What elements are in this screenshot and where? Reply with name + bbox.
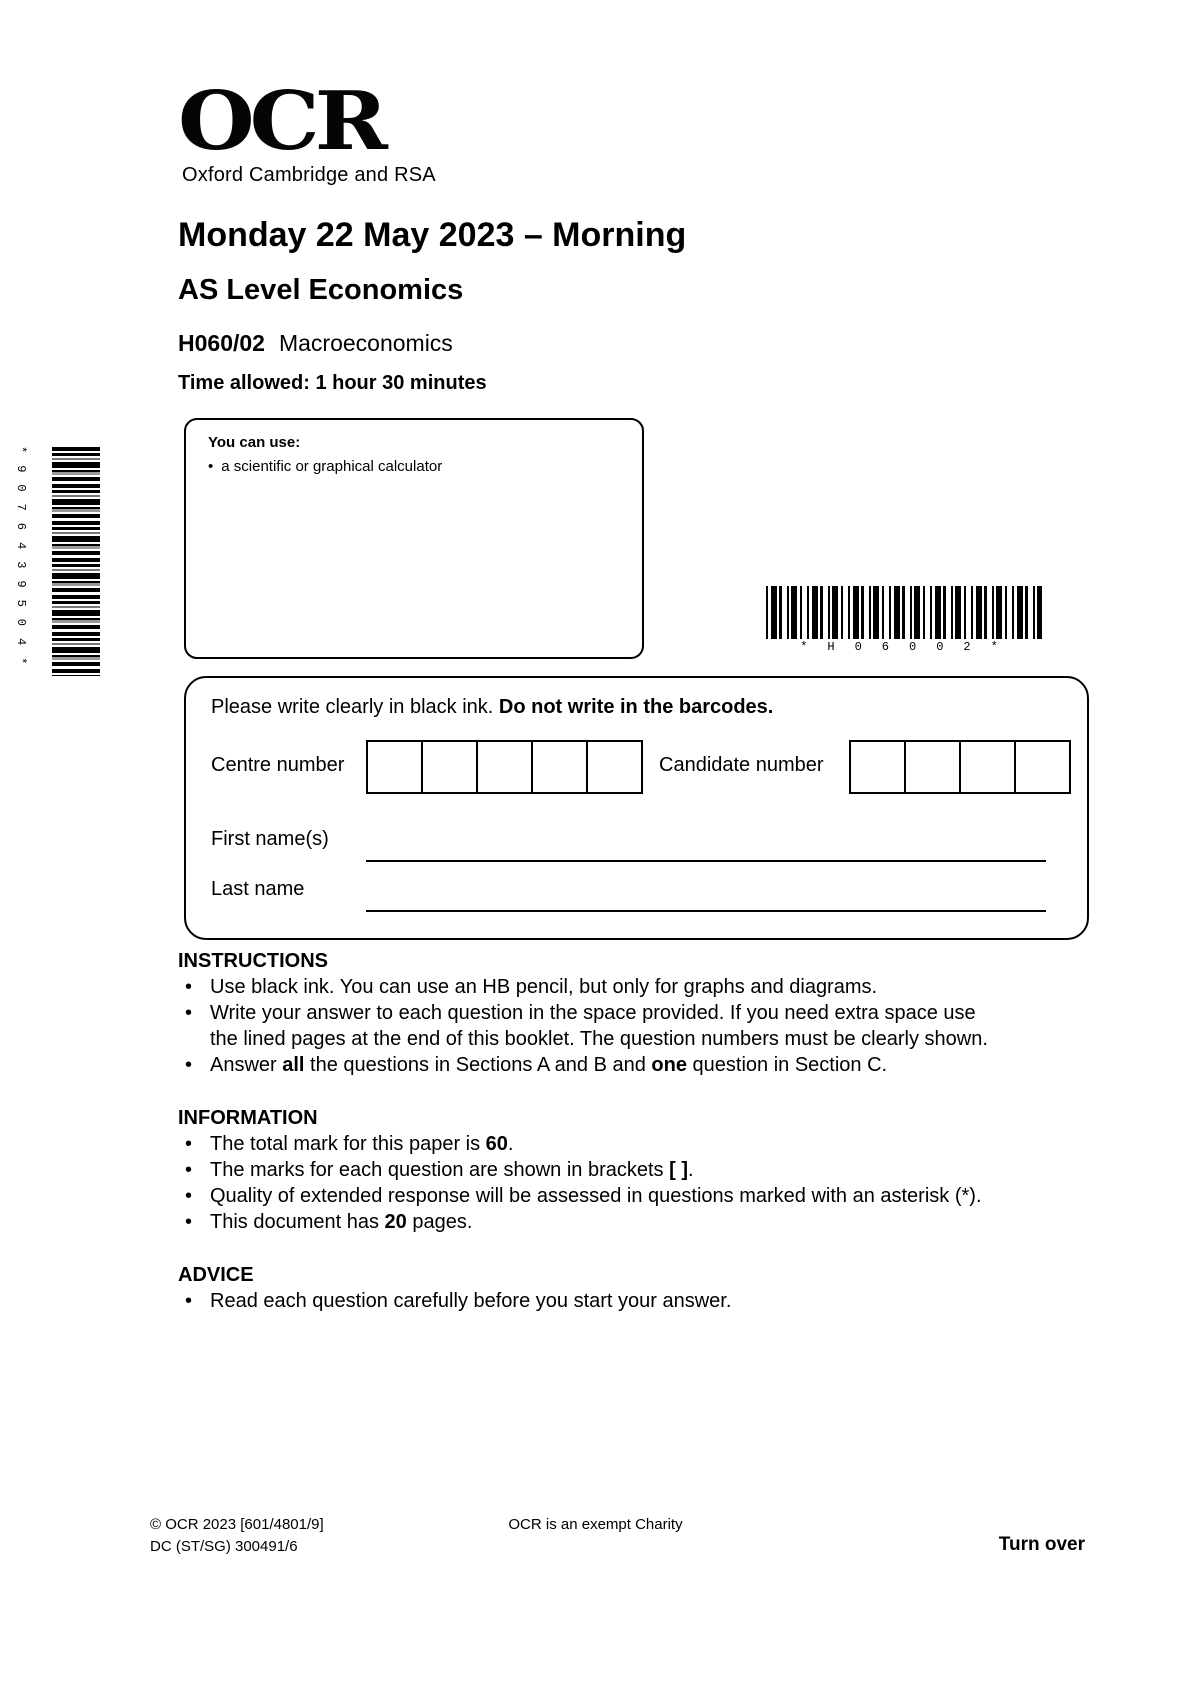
bullet-icon: • bbox=[185, 1054, 193, 1076]
you-can-use-box bbox=[184, 418, 644, 659]
first-name-label: First name(s) bbox=[211, 828, 329, 850]
notice-normal: Please write clearly in black ink. bbox=[211, 696, 499, 718]
centre-number-cell[interactable] bbox=[366, 740, 423, 794]
paper-code: H060/02 bbox=[178, 330, 265, 356]
information-item bbox=[178, 1131, 1013, 1157]
candidate-barcode-code: *9076439504* bbox=[14, 446, 28, 677]
instruction-item bbox=[178, 1000, 1013, 1052]
information-item bbox=[178, 1209, 1013, 1235]
information-text bbox=[210, 1157, 1013, 1183]
candidate-number-cell[interactable] bbox=[904, 740, 961, 794]
bullet-icon: • bbox=[185, 1211, 193, 1233]
bullet-icon: • bbox=[185, 976, 193, 998]
text-segment: Answer bbox=[210, 1054, 283, 1076]
front-page-sections bbox=[178, 948, 1013, 1314]
text-segment-bold: all bbox=[282, 1054, 305, 1076]
instruction-text-line: the lined pages at the end of this booklet. The question numbers must be clearly shown. bbox=[210, 1028, 988, 1050]
information-item bbox=[178, 1183, 1013, 1209]
centre-number-cell[interactable] bbox=[531, 740, 588, 794]
candidate-number-cell[interactable] bbox=[1014, 740, 1071, 794]
copyright-line: © OCR 2023 [601/4801/9] bbox=[150, 1516, 324, 1533]
text-segment: question in Section C. bbox=[686, 1054, 888, 1076]
first-name-field[interactable] bbox=[366, 808, 1046, 862]
bullet-icon: • bbox=[185, 1133, 193, 1155]
text-segment: pages. bbox=[406, 1211, 473, 1233]
time-allowed: Time allowed: 1 hour 30 minutes bbox=[178, 372, 487, 394]
bullet-icon: • bbox=[208, 458, 214, 475]
charity-line: OCR is an exempt Charity bbox=[508, 1516, 683, 1533]
candidate-number-cells bbox=[849, 740, 1071, 794]
advice-item bbox=[178, 1288, 1013, 1314]
instruction-text: Use black ink. You can use an HB pencil, but only for graphs and diagrams. bbox=[210, 976, 878, 998]
text-segment: . bbox=[688, 1159, 694, 1181]
candidate-number-cell[interactable] bbox=[959, 740, 1016, 794]
you-can-use-item-text: a scientific or graphical calculator bbox=[221, 458, 443, 475]
advice-heading: ADVICE bbox=[178, 1264, 254, 1286]
instruction-item bbox=[178, 1052, 1013, 1078]
last-name-field[interactable] bbox=[366, 858, 1046, 912]
information-text bbox=[210, 1131, 1013, 1157]
notice-bold: Do not write in the barcodes. bbox=[498, 696, 774, 718]
text-segment: the questions in Sections A and B and bbox=[304, 1054, 652, 1076]
advice-text: Read each question carefully before you start your answer. bbox=[210, 1290, 732, 1312]
you-can-use-item bbox=[208, 458, 442, 475]
candidate-details-box bbox=[184, 676, 1089, 940]
centre-number-cells bbox=[366, 740, 643, 794]
bullet-icon: • bbox=[185, 1159, 193, 1181]
text-segment-bold: 60 bbox=[485, 1133, 508, 1155]
information-text bbox=[210, 1209, 1013, 1235]
ocr-tagline: Oxford Cambridge and RSA bbox=[182, 164, 436, 186]
centre-number-cell[interactable] bbox=[476, 740, 533, 794]
instruction-text-line: Write your answer to each question in the space provided. If you need extra space use bbox=[210, 1002, 976, 1024]
bullet-icon: • bbox=[185, 1002, 193, 1024]
text-segment: This document has bbox=[210, 1211, 385, 1233]
paper-code-line bbox=[178, 330, 453, 357]
text-segment-bold: [ ] bbox=[669, 1159, 689, 1181]
candidate-number-cell[interactable] bbox=[849, 740, 906, 794]
information-text: Quality of extended response will be assessed in questions marked with an asterisk (*). bbox=[210, 1185, 982, 1207]
text-segment-bold: one bbox=[651, 1054, 687, 1076]
text-segment-bold: 20 bbox=[384, 1211, 407, 1233]
instruction-item bbox=[178, 974, 1013, 1000]
black-ink-notice bbox=[211, 696, 773, 719]
text-segment: The total mark for this paper is bbox=[210, 1133, 486, 1155]
bullet-icon: • bbox=[185, 1290, 193, 1312]
last-name-label: Last name bbox=[211, 878, 305, 900]
centre-number-cell[interactable] bbox=[421, 740, 478, 794]
text-segment: . bbox=[507, 1133, 514, 1155]
paper-barcode bbox=[766, 586, 1042, 639]
dc-code-line: DC (ST/SG) 300491/6 bbox=[150, 1538, 298, 1555]
centre-number-label: Centre number bbox=[211, 754, 345, 776]
information-item bbox=[178, 1157, 1013, 1183]
ocr-logo: OCR bbox=[178, 72, 383, 169]
candidate-barcode-vertical bbox=[52, 447, 100, 676]
candidate-number-label: Candidate number bbox=[659, 754, 824, 776]
information-heading: INFORMATION bbox=[178, 1107, 318, 1129]
text-segment: The marks for each question are shown in brackets bbox=[210, 1159, 670, 1181]
you-can-use-heading: You can use: bbox=[208, 434, 301, 451]
number-row bbox=[186, 740, 1087, 792]
bullet-icon: • bbox=[185, 1185, 193, 1207]
instruction-text bbox=[210, 1052, 1013, 1078]
turn-over-label: Turn over bbox=[998, 1534, 1085, 1555]
centre-number-cell[interactable] bbox=[586, 740, 643, 794]
instructions-heading: INSTRUCTIONS bbox=[178, 950, 328, 972]
exam-date-title: Monday 22 May 2023 – Morning bbox=[178, 216, 687, 254]
paper-name: Macroeconomics bbox=[278, 330, 453, 356]
instruction-text bbox=[210, 1000, 1013, 1052]
qualification-title: AS Level Economics bbox=[178, 274, 464, 306]
paper-barcode-code: *H06002* bbox=[800, 640, 1018, 654]
